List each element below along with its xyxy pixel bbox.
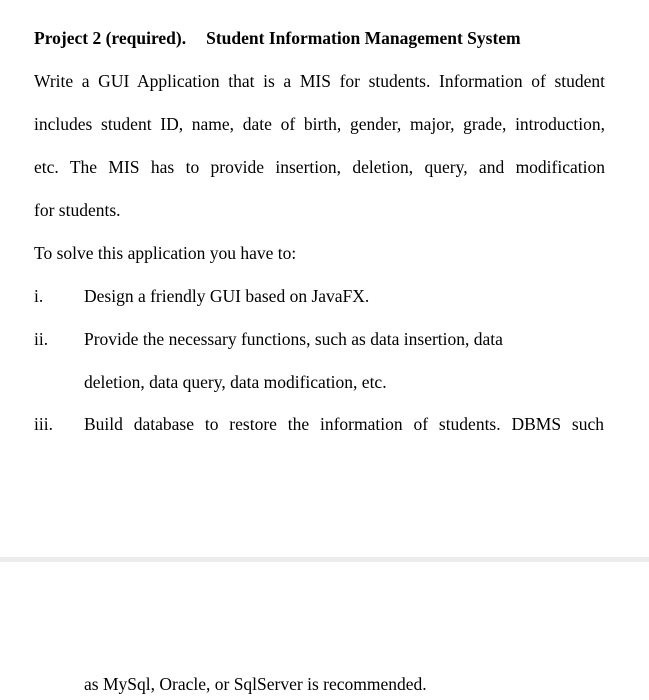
- project-label: Project 2 (required).: [34, 28, 187, 48]
- intro-line-1: Write a GUI Application that is a MIS for students. Information of student: [34, 71, 605, 91]
- project-heading: [34, 27, 521, 49]
- intro-line-4: for students.: [34, 200, 121, 220]
- requirement-1-line-1: Design a friendly GUI based on JavaFX.: [84, 286, 370, 306]
- requirement-3-line-2: as MySql, Oracle, or SqlServer is recommended.: [84, 674, 427, 694]
- requirement-2-line-1: Provide the necessary functions, such as data insertion, data: [84, 329, 503, 349]
- requirement-2-line-2: deletion, data query, data modification, etc.: [84, 372, 387, 392]
- page-break-divider: [0, 557, 649, 562]
- list-marker-3: iii.: [34, 414, 53, 434]
- list-marker-1: i.: [34, 286, 44, 306]
- project-name: Student Information Management System: [206, 28, 521, 48]
- intro-line-2: includes student ID, name, date of birth, gender, major, grade, introduction,: [34, 114, 605, 134]
- requirements-lead: To solve this application you have to:: [34, 243, 297, 263]
- requirement-3-line-1: Build database to restore the information of students. DBMS such: [84, 414, 604, 434]
- intro-line-3: etc. The MIS has to provide insertion, deletion, query, and modification: [34, 157, 605, 177]
- list-marker-2: ii.: [34, 329, 49, 349]
